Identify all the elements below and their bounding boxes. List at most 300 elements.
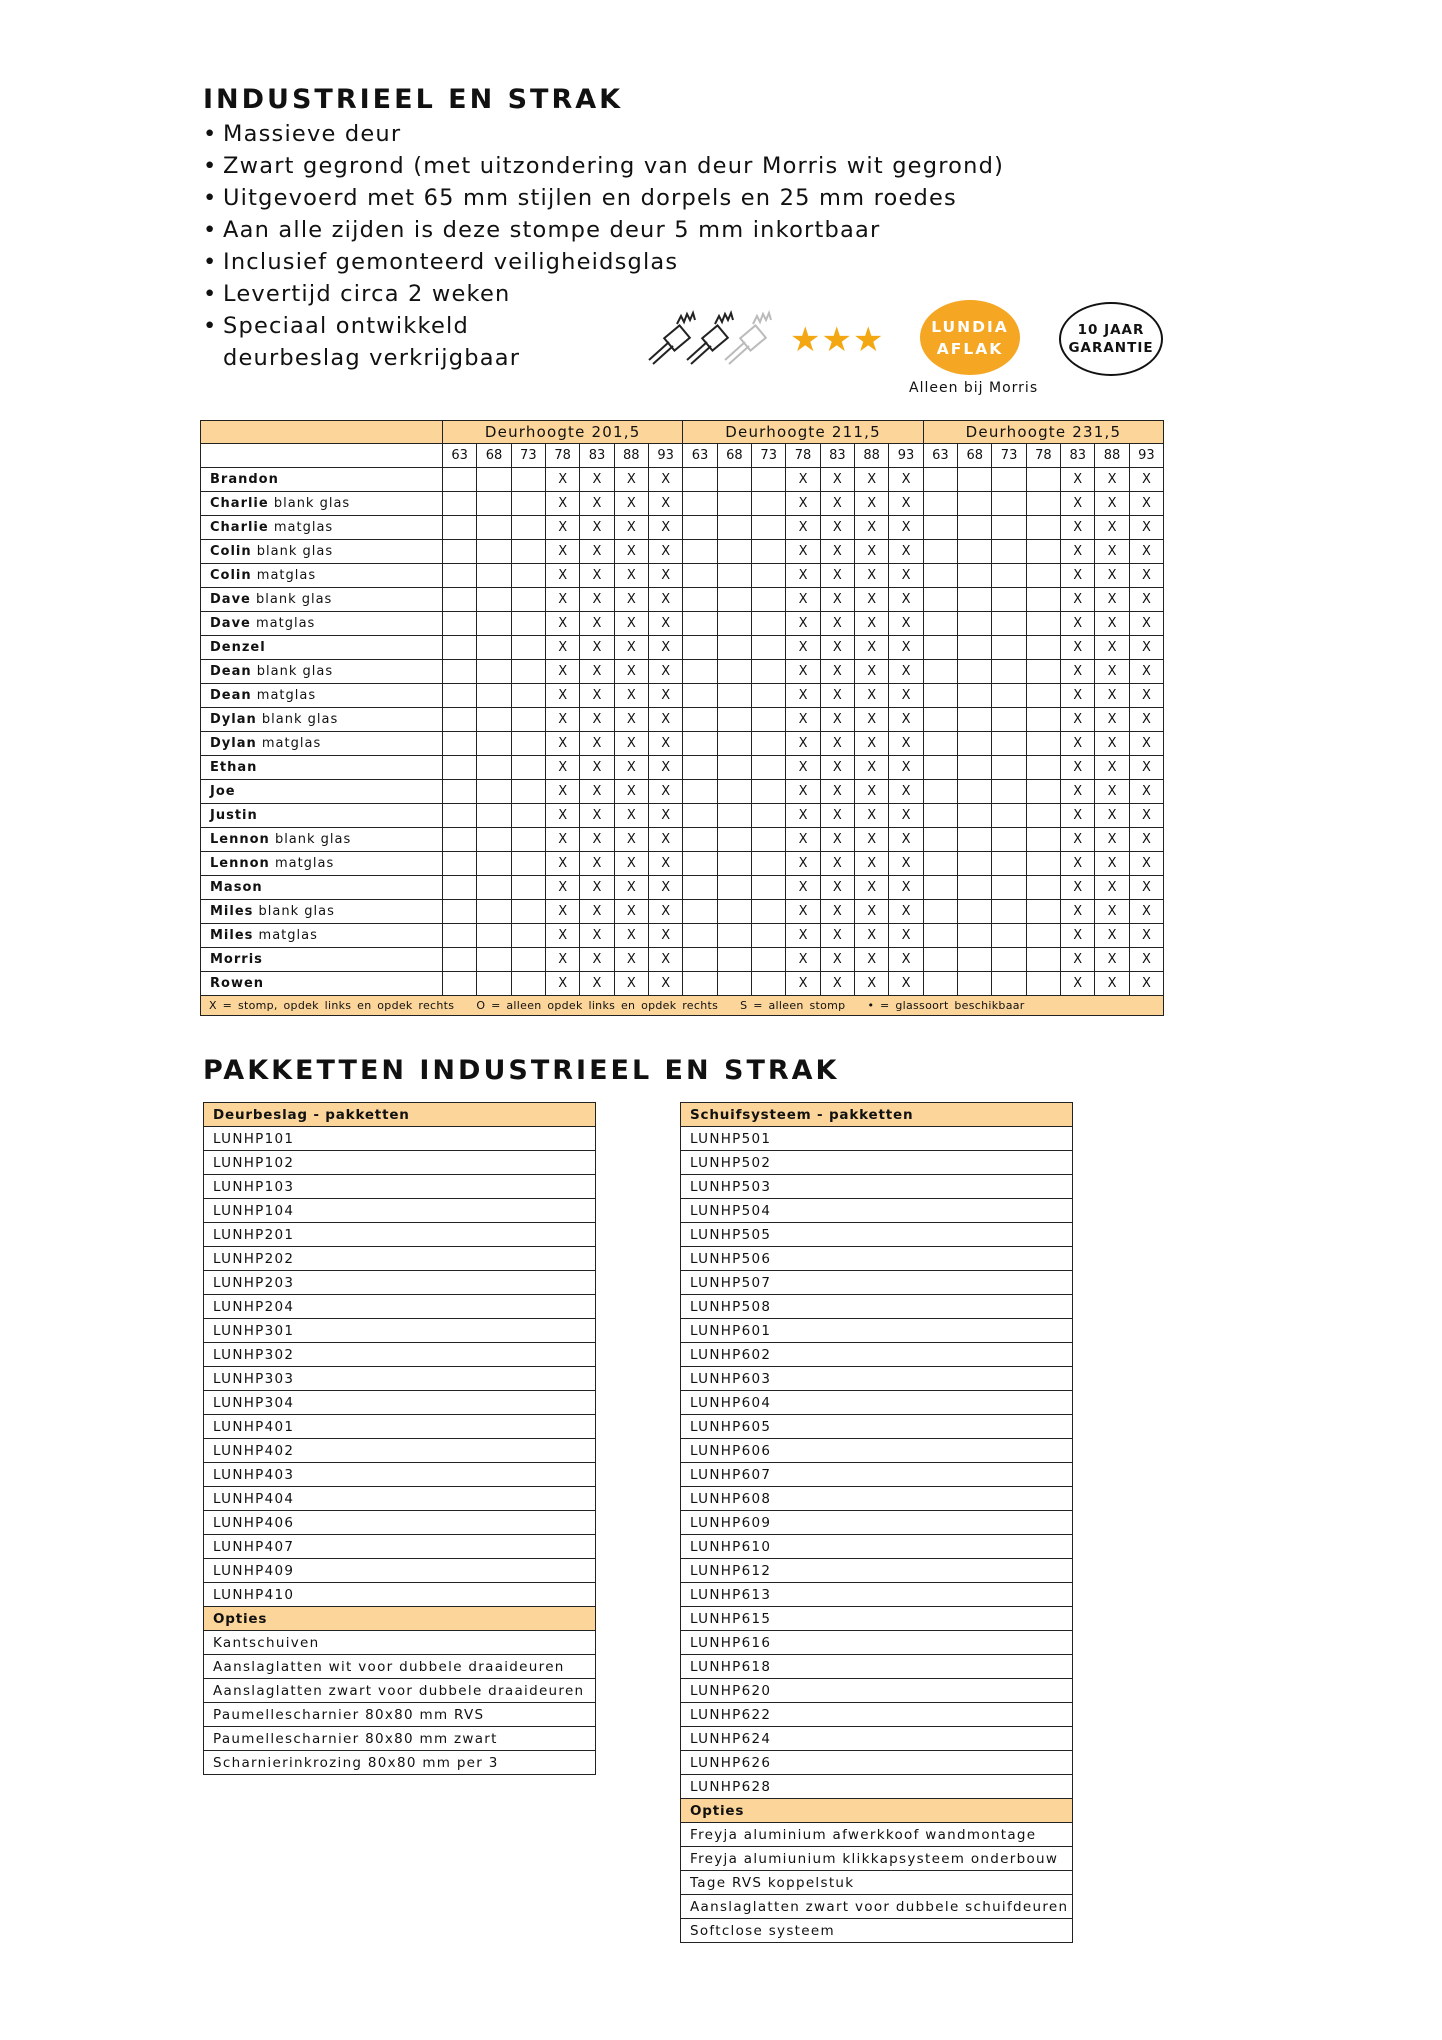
empty-cell [992,564,1026,588]
empty-cell [683,636,717,660]
empty-cell [923,756,957,780]
package-code: LUNHP507 [681,1271,1073,1295]
package-code: LUNHP101 [204,1127,596,1151]
door-model-glass: blank glas [256,592,333,607]
availability-mark: X [614,948,648,972]
table-row [681,1679,1073,1703]
availability-mark: X [855,588,889,612]
door-model-name: Dave [210,616,251,631]
availability-mark: X [648,876,682,900]
availability-mark: X [855,612,889,636]
empty-cell [511,756,545,780]
width-header-cell: 68 [717,444,751,468]
availability-mark: X [855,972,889,996]
lundia-caption: Alleen bij Morris [909,380,1039,396]
empty-cell [443,756,477,780]
empty-cell [923,468,957,492]
empty-cell [992,876,1026,900]
empty-cell [1026,516,1060,540]
availability-mark: X [580,876,614,900]
availability-mark: X [855,708,889,732]
empty-cell [683,660,717,684]
door-model-glass: blank glas [256,664,334,679]
empty-cell [717,564,751,588]
empty-cell [958,564,992,588]
door-model-cell [201,708,443,732]
package-code: LUNHP409 [204,1559,596,1583]
table-row [204,1175,596,1199]
table-row [681,1511,1073,1535]
table-row [204,1439,596,1463]
availability-mark: X [614,492,648,516]
empty-cell [717,732,751,756]
availability-mark: X [1095,708,1129,732]
empty-cell [683,564,717,588]
availability-mark: X [889,636,923,660]
empty-cell [683,876,717,900]
empty-cell [958,876,992,900]
availability-mark: X [820,924,854,948]
availability-mark: X [648,492,682,516]
availability-mark: X [1129,612,1163,636]
availability-mark: X [614,636,648,660]
availability-mark: X [889,468,923,492]
empty-cell [683,852,717,876]
empty-cell [923,540,957,564]
empty-cell [477,972,511,996]
empty-cell [443,972,477,996]
matrix-width-header [201,444,1164,468]
table-row [204,1655,596,1679]
availability-mark: X [648,732,682,756]
table-row [681,1775,1073,1799]
table-row [204,1679,596,1703]
availability-mark: X [820,516,854,540]
empty-cell [752,564,786,588]
availability-mark: X [1061,468,1095,492]
package-code: LUNHP628 [681,1775,1073,1799]
empty-cell [717,780,751,804]
package-code: LUNHP601 [681,1319,1073,1343]
empty-cell [511,948,545,972]
door-model-name: Charlie [210,496,269,511]
availability-mark: X [545,828,579,852]
availability-mark: X [1061,732,1095,756]
table-row [201,516,1164,540]
package-code: LUNHP503 [681,1175,1073,1199]
empty-cell [752,684,786,708]
availability-mark: X [580,540,614,564]
availability-mark: X [1095,780,1129,804]
empty-cell [1026,588,1060,612]
empty-cell [1026,684,1060,708]
availability-mark: X [855,828,889,852]
table-row [204,1391,596,1415]
availability-mark: X [889,516,923,540]
availability-mark: X [545,804,579,828]
table-row [204,1319,596,1343]
availability-mark: X [1129,468,1163,492]
availability-mark: X [1129,780,1163,804]
package-code: LUNHP610 [681,1535,1073,1559]
package-code: LUNHP613 [681,1583,1073,1607]
availability-mark: X [1061,900,1095,924]
door-model-cell [201,780,443,804]
table-row [681,1103,1073,1127]
empty-cell [477,684,511,708]
availability-mark: X [580,492,614,516]
width-header-cell: 73 [752,444,786,468]
table-row [204,1751,596,1775]
door-model-cell [201,876,443,900]
empty-cell [443,804,477,828]
availability-mark: X [1129,636,1163,660]
empty-cell [511,492,545,516]
schuifsysteem-packages-table [680,1102,1073,1943]
availability-mark: X [855,948,889,972]
empty-cell [992,972,1026,996]
empty-cell [511,540,545,564]
table-row [201,588,1164,612]
matrix-group-header [201,421,1164,444]
availability-mark: X [889,732,923,756]
empty-cell [511,564,545,588]
door-model-glass: blank glas [273,496,351,511]
package-code: LUNHP303 [204,1367,596,1391]
availability-mark: X [614,660,648,684]
empty-cell [717,588,751,612]
empty-cell [1026,780,1060,804]
availability-mark: X [855,852,889,876]
availability-mark: X [1095,924,1129,948]
option-item: Aanslaglatten wit voor dubbele draaideuren [204,1655,596,1679]
table-row [204,1703,596,1727]
table-row [204,1583,596,1607]
empty-cell [752,660,786,684]
feature-item: • Uitgevoerd met 65 mm stijlen en dorpels en 25 mm roedes [203,182,1004,214]
empty-cell [477,660,511,684]
availability-mark: X [1129,756,1163,780]
availability-mark: X [545,900,579,924]
availability-mark: X [1129,732,1163,756]
warranty-line2: GARANTIE [1068,340,1154,356]
availability-mark: X [820,636,854,660]
package-code: LUNHP504 [681,1199,1073,1223]
availability-mark: X [545,684,579,708]
empty-cell [923,804,957,828]
table-row [681,1391,1073,1415]
table-row [681,1127,1073,1151]
empty-cell [511,636,545,660]
availability-mark: X [545,492,579,516]
table-row [204,1559,596,1583]
empty-cell [752,804,786,828]
empty-cell [511,924,545,948]
table-row [201,708,1164,732]
availability-mark: X [820,828,854,852]
availability-mark: X [614,612,648,636]
empty-cell [992,732,1026,756]
empty-cell [1026,756,1060,780]
availability-mark: X [889,924,923,948]
empty-cell [717,684,751,708]
availability-mark: X [648,588,682,612]
empty-cell [683,828,717,852]
lundia-line2: AFLAK [936,339,1004,358]
empty-cell [717,612,751,636]
availability-mark: X [1129,948,1163,972]
options-header: Opties [204,1607,596,1631]
empty-cell [992,828,1026,852]
table-row [681,1439,1073,1463]
availability-mark: X [648,684,682,708]
table-row [201,924,1164,948]
availability-mark: X [1061,684,1095,708]
availability-mark: X [1129,804,1163,828]
availability-mark: X [820,876,854,900]
width-header-cell: 63 [923,444,957,468]
empty-cell [752,876,786,900]
table-row [681,1223,1073,1247]
package-code: LUNHP606 [681,1439,1073,1463]
empty-cell [958,660,992,684]
feature-item: • Zwart gegrond (met uitzondering van deur Morris wit gegrond) [203,150,1004,182]
package-code: LUNHP615 [681,1607,1073,1631]
door-model-glass: matglas [261,736,322,751]
width-header-cell: 63 [443,444,477,468]
empty-cell [958,924,992,948]
empty-cell [511,876,545,900]
table-row [681,1487,1073,1511]
availability-mark: X [855,876,889,900]
empty-cell [443,564,477,588]
availability-mark: X [889,780,923,804]
option-item: Tage RVS koppelstuk [681,1871,1073,1895]
availability-mark: X [545,924,579,948]
package-code: LUNHP505 [681,1223,1073,1247]
package-code: LUNHP508 [681,1295,1073,1319]
empty-cell [683,468,717,492]
availability-mark: X [889,900,923,924]
empty-cell [717,876,751,900]
empty-cell [1026,924,1060,948]
empty-cell [511,804,545,828]
door-model-name: Ethan [210,760,258,775]
availability-mark: X [545,852,579,876]
availability-mark: X [855,492,889,516]
availability-mark: X [545,468,579,492]
empty-cell [477,492,511,516]
availability-mark: X [1129,516,1163,540]
empty-cell [958,852,992,876]
availability-mark: X [1129,660,1163,684]
package-code: LUNHP404 [204,1487,596,1511]
packages-title: PAKKETTEN INDUSTRIEEL EN STRAK [203,1055,840,1086]
availability-mark: X [614,972,648,996]
package-code: LUNHP604 [681,1391,1073,1415]
table-row [204,1103,596,1127]
empty-cell [683,804,717,828]
availability-mark: X [889,588,923,612]
availability-mark: X [545,756,579,780]
availability-mark: X [820,468,854,492]
width-header-cell: 88 [1095,444,1129,468]
availability-mark: X [786,876,820,900]
availability-mark: X [1129,492,1163,516]
empty-cell [923,972,957,996]
empty-cell [992,924,1026,948]
width-header-cell: 83 [580,444,614,468]
availability-mark: X [855,924,889,948]
door-model-name: Brandon [210,472,279,487]
availability-mark: X [648,708,682,732]
availability-mark: X [1061,804,1095,828]
feature-item: • Inclusief gemonteerd veiligheidsglas [203,246,1004,278]
availability-mark: X [580,684,614,708]
door-model-glass: blank glas [256,544,334,559]
table-row [681,1343,1073,1367]
availability-mark: X [1061,588,1095,612]
availability-mark: X [648,900,682,924]
door-model-cell [201,564,443,588]
availability-mark: X [786,756,820,780]
package-code: LUNHP602 [681,1343,1073,1367]
empty-cell [443,588,477,612]
availability-mark: X [820,588,854,612]
empty-cell [477,780,511,804]
availability-mark: X [545,660,579,684]
availability-mark: X [1095,660,1129,684]
empty-cell [752,852,786,876]
package-code: LUNHP401 [204,1415,596,1439]
empty-cell [443,708,477,732]
availability-mark: X [889,540,923,564]
empty-cell [752,636,786,660]
availability-mark: X [820,684,854,708]
package-code: LUNHP506 [681,1247,1073,1271]
empty-cell [923,516,957,540]
availability-mark: X [820,540,854,564]
door-model-glass: matglas [258,928,318,943]
empty-cell [683,948,717,972]
empty-cell [923,612,957,636]
availability-mark: X [820,660,854,684]
empty-cell [477,516,511,540]
door-model-name: Joe [210,784,236,799]
empty-cell [717,828,751,852]
availability-mark: X [614,900,648,924]
availability-mark: X [614,708,648,732]
empty-cell [958,612,992,636]
availability-mark: X [648,636,682,660]
empty-cell [992,708,1026,732]
legend-item: • = glassoort beschikbaar [867,999,1025,1012]
availability-mark: X [889,876,923,900]
availability-mark: X [1061,708,1095,732]
availability-mark: X [820,900,854,924]
empty-cell [717,516,751,540]
table-row [681,1271,1073,1295]
door-model-name: Lennon [210,856,270,871]
empty-cell [683,492,717,516]
door-model-glass: matglas [273,520,334,535]
empty-cell [958,540,992,564]
empty-cell [992,756,1026,780]
availability-mark: X [545,732,579,756]
availability-mark: X [648,948,682,972]
table-row [681,1463,1073,1487]
availability-mark: X [1129,708,1163,732]
table-row [204,1463,596,1487]
door-model-cell [201,852,443,876]
empty-cell [477,636,511,660]
availability-mark: X [1129,588,1163,612]
availability-mark: X [1095,732,1129,756]
width-header-cell: 78 [786,444,820,468]
option-item: Freyja alumiunium klikkapsysteem onderbouw [681,1847,1073,1871]
package-code: LUNHP203 [204,1271,596,1295]
table-row [201,780,1164,804]
empty-cell [992,852,1026,876]
package-code: LUNHP304 [204,1391,596,1415]
empty-cell [923,636,957,660]
height-group-header: Deurhoogte 211,5 [683,421,923,444]
availability-mark: X [889,684,923,708]
availability-mark: X [820,492,854,516]
empty-cell [511,852,545,876]
table-row [204,1487,596,1511]
empty-cell [443,900,477,924]
feature-item: • Levertijd circa 2 weken [203,278,1004,310]
empty-cell [443,540,477,564]
availability-mark: X [1061,660,1095,684]
empty-cell [511,660,545,684]
table-row [201,636,1164,660]
availability-mark: X [1129,852,1163,876]
empty-cell [477,732,511,756]
availability-mark: X [820,732,854,756]
availability-mark: X [855,900,889,924]
availability-mark: X [648,468,682,492]
empty-cell [443,924,477,948]
door-model-cell [201,612,443,636]
width-header-cell: 78 [1026,444,1060,468]
table-row [201,564,1164,588]
availability-mark: X [786,492,820,516]
availability-mark: X [786,948,820,972]
option-item: Aanslaglatten zwart voor dubbele draaideuren [204,1679,596,1703]
package-code: LUNHP104 [204,1199,596,1223]
door-model-name: Denzel [210,640,266,655]
table-row [201,732,1164,756]
package-code: LUNHP603 [681,1367,1073,1391]
empty-cell [443,948,477,972]
availability-mark: X [614,468,648,492]
availability-mark: X [855,468,889,492]
empty-cell [958,708,992,732]
availability-mark: X [614,732,648,756]
empty-cell [477,756,511,780]
availability-mark: X [1061,924,1095,948]
availability-mark: X [820,612,854,636]
table-row [681,1847,1073,1871]
package-code: LUNHP607 [681,1463,1073,1487]
door-model-name: Lennon [210,832,270,847]
empty-cell [992,612,1026,636]
empty-cell [477,924,511,948]
availability-mark: X [1061,948,1095,972]
door-model-cell [201,516,443,540]
